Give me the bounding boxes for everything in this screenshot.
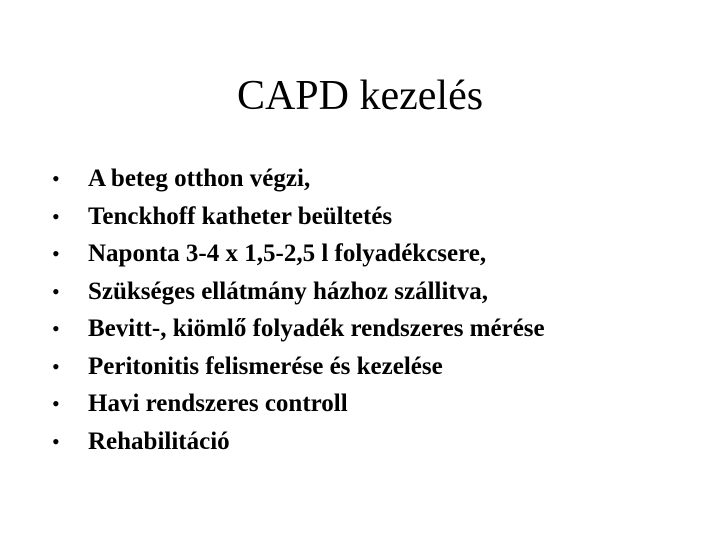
list-item — [52, 160, 702, 198]
list-item — [52, 348, 702, 386]
bullet-text: Tenckhoff katheter beültetés — [88, 202, 393, 230]
bullet-text: A beteg otthon végzi, — [88, 165, 311, 192]
list-item — [52, 310, 702, 348]
list-item — [52, 423, 702, 461]
slide-title: CAPD kezelés — [236, 73, 484, 119]
bullet-icon: • — [52, 391, 60, 416]
list-item — [52, 273, 702, 311]
bullet-icon: • — [52, 428, 60, 454]
bullet-text: Szükséges ellátmány házhoz szállitva, — [88, 277, 488, 305]
bullet-text: Havi rendszeres controll — [88, 390, 348, 417]
list-item — [52, 198, 702, 236]
bullet-icon: • — [52, 241, 60, 266]
bullet-icon: • — [52, 278, 60, 304]
list-item — [52, 385, 702, 423]
bullet-icon: • — [52, 316, 60, 341]
bullet-text: Bevitt-, kiömlő folyadék rendszeres mérése — [88, 315, 545, 342]
bullet-icon: • — [52, 203, 60, 229]
list-item — [52, 235, 702, 273]
bullet-text: Peritonitis felismerése és kezelése — [88, 352, 443, 380]
bullet-list — [52, 160, 702, 460]
bullet-icon: • — [52, 166, 60, 191]
bullet-icon: • — [52, 353, 60, 379]
bullet-text: Naponta 3-4 x 1,5-2,5 l folyadékcsere, — [88, 240, 487, 267]
bullet-text: Rehabilitáció — [88, 427, 230, 455]
